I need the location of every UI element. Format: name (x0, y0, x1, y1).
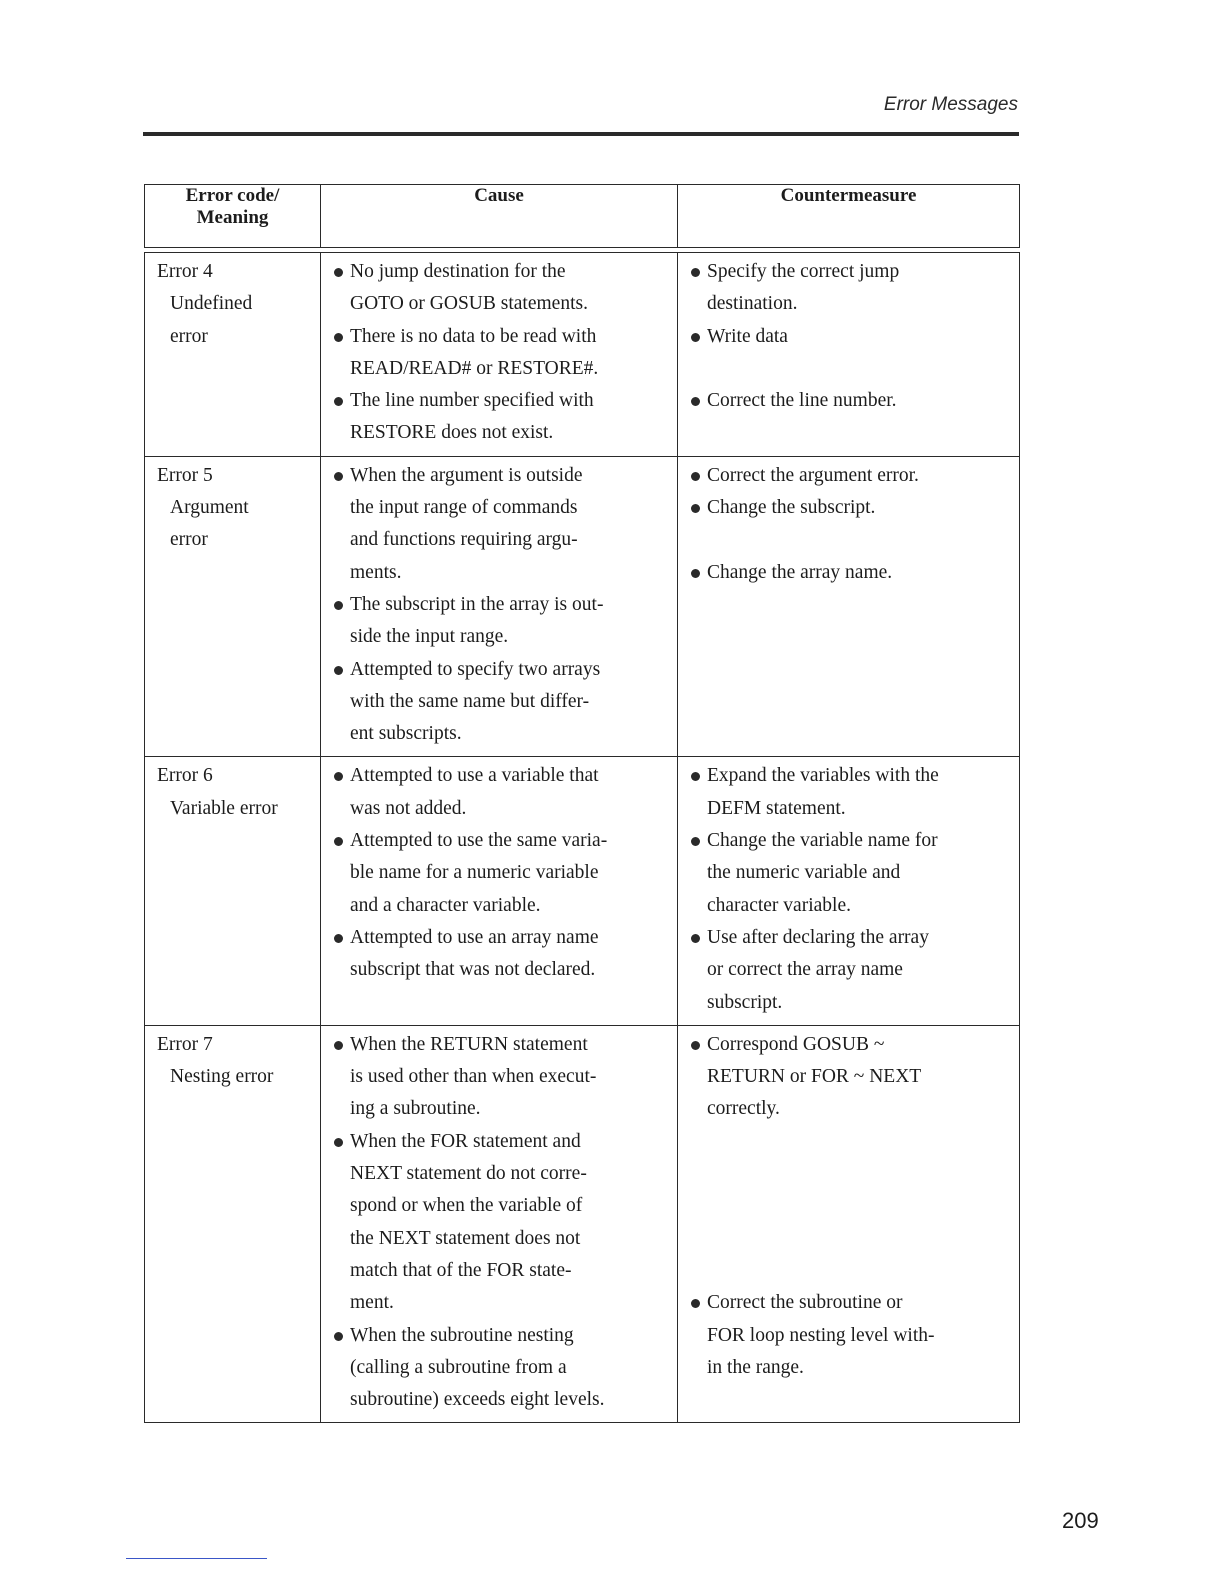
bullet-icon (691, 772, 700, 781)
bullet-icon (691, 333, 700, 342)
countermeasure-item (678, 1287, 1019, 1384)
bullet-icon (691, 472, 700, 481)
bullet-icon (334, 472, 343, 481)
countermeasure-line: Specify the correct jump (707, 261, 900, 282)
bullet-icon (334, 1332, 343, 1341)
error-code-cell (145, 1025, 321, 1423)
spacer (678, 353, 1019, 385)
cause-line: RESTORE does not exist. (350, 422, 554, 444)
countermeasure-item (678, 492, 1019, 524)
error-code-cell (145, 757, 321, 1025)
error-code-cell (145, 456, 321, 757)
cause-line: subroutine) exceeds eight levels. (350, 1389, 605, 1411)
error-meaning: Argument (170, 497, 249, 519)
spacer (678, 524, 1019, 556)
bullet-icon (334, 397, 343, 406)
countermeasure-cell (678, 1025, 1020, 1423)
countermeasure-line: Change the variable name for (707, 830, 938, 852)
cause-item (321, 385, 677, 450)
cause-item (321, 589, 677, 654)
table-row (145, 1025, 1020, 1423)
countermeasure-item (678, 557, 1019, 589)
countermeasure-line: Use after declaring the array (707, 926, 929, 948)
error-meaning: Nesting error (170, 1066, 274, 1088)
cause-line: The subscript in the array is out- (350, 593, 604, 615)
countermeasure-line: Change the array name. (707, 561, 893, 583)
error-meaning: Undefined (170, 293, 253, 315)
bullet-icon (691, 1041, 700, 1050)
countermeasure-line: Expand the variables with the (707, 765, 939, 787)
countermeasure-line: Write data (707, 325, 788, 347)
error-code: Error 5 (157, 464, 213, 486)
cause-line: When the subroutine nesting (350, 1324, 574, 1346)
spacer (678, 1126, 1019, 1288)
table-body (145, 253, 1020, 1423)
countermeasure-item (678, 1029, 1019, 1126)
countermeasure-item (678, 385, 1019, 417)
countermeasure-cell (678, 253, 1020, 457)
countermeasure-line: Correspond GOSUB ~ (707, 1033, 885, 1055)
error-code: Error 4 (157, 261, 213, 282)
header-rule (143, 132, 1019, 136)
bullet-icon (334, 268, 343, 277)
bullet-icon (691, 837, 700, 846)
cause-line: ments. (350, 561, 402, 583)
bullet-icon (334, 837, 343, 846)
cause-line: GOTO or GOSUB statements. (350, 293, 588, 315)
error-code: Error 6 (157, 765, 213, 787)
countermeasure-line: destination. (707, 293, 798, 315)
bullet-icon (334, 666, 343, 675)
cause-item (321, 321, 677, 386)
bullet-icon (334, 934, 343, 943)
error-table (144, 184, 1020, 1423)
error-meaning: Variable error (170, 797, 278, 819)
cause-line: the NEXT statement does not (350, 1227, 581, 1249)
countermeasure-item (678, 256, 1019, 321)
cause-item (321, 760, 677, 825)
countermeasure-line: RETURN or FOR ~ NEXT (707, 1066, 922, 1088)
bullet-icon (334, 772, 343, 781)
cause-line: side the input range. (350, 626, 509, 648)
table-row (145, 757, 1020, 1025)
cause-line: spond or when the variable of (350, 1195, 583, 1217)
error-meaning: error (170, 325, 208, 347)
countermeasure-item (678, 922, 1019, 1019)
countermeasure-line: Change the subscript. (707, 497, 876, 519)
error-code: Error 7 (157, 1033, 213, 1055)
column-header-cause: Cause (321, 185, 678, 248)
cause-line: subscript that was not declared. (350, 959, 596, 981)
cause-line: When the argument is outside (350, 464, 583, 486)
countermeasure-line: correctly. (707, 1098, 780, 1120)
cause-line: Attempted to use an array name (350, 926, 599, 948)
cause-cell (321, 456, 678, 757)
countermeasure-cell (678, 456, 1020, 757)
countermeasure-line: FOR loop nesting level with- (707, 1324, 935, 1346)
bullet-icon (691, 268, 700, 277)
bullet-icon (691, 934, 700, 943)
error-meaning: error (170, 529, 208, 551)
cause-line: No jump destination for the (350, 261, 566, 282)
bullet-icon (691, 1299, 700, 1308)
cause-line: ble name for a numeric variable (350, 862, 599, 884)
cause-line: There is no data to be read with (350, 325, 597, 347)
cause-line: match that of the FOR state- (350, 1259, 572, 1281)
cause-line: with the same name but differ- (350, 690, 590, 712)
cause-line: When the FOR statement and (350, 1130, 581, 1152)
bullet-icon (334, 1041, 343, 1050)
countermeasure-line: the numeric variable and (707, 862, 901, 884)
cause-line: was not added. (350, 797, 467, 819)
bullet-icon (691, 504, 700, 513)
cause-cell (321, 1025, 678, 1423)
bullet-icon (334, 1138, 343, 1147)
footer-line (126, 1558, 267, 1559)
cause-cell (321, 757, 678, 1025)
cause-line: READ/READ# or RESTORE#. (350, 357, 599, 379)
cause-item (321, 1320, 677, 1417)
countermeasure-item (678, 460, 1019, 492)
bullet-icon (691, 397, 700, 406)
cause-item (321, 1029, 677, 1126)
cause-line: (calling a subroutine from a (350, 1356, 567, 1378)
cause-line: When the RETURN statement (350, 1033, 588, 1055)
table-row (145, 456, 1020, 757)
countermeasure-item (678, 825, 1019, 922)
countermeasure-line: or correct the array name (707, 959, 903, 981)
countermeasure-line: character variable. (707, 894, 851, 916)
table-header-row (145, 185, 1020, 248)
cause-line: the input range of commands (350, 497, 578, 519)
countermeasure-line: DEFM statement. (707, 797, 846, 819)
cause-item (321, 256, 677, 321)
cause-line: Attempted to use a variable that (350, 765, 599, 787)
cause-item (321, 1126, 677, 1320)
cause-line: NEXT statement do not corre- (350, 1163, 587, 1185)
column-header-countermeasure: Countermeasure (678, 185, 1020, 248)
cause-line: and functions requiring argu- (350, 529, 578, 551)
countermeasure-line: Correct the line number. (707, 390, 897, 412)
cause-line: ent subscripts. (350, 723, 462, 745)
cause-line: and a character variable. (350, 894, 541, 916)
cause-line: The line number specified with (350, 390, 594, 412)
bullet-icon (691, 569, 700, 578)
countermeasure-line: Correct the argument error. (707, 464, 919, 486)
cause-item (321, 922, 677, 987)
countermeasure-line: Correct the subroutine or (707, 1292, 903, 1314)
running-header: Error Messages (883, 94, 1018, 115)
error-code-cell (145, 253, 321, 457)
bullet-icon (334, 333, 343, 342)
cause-line: ing a subroutine. (350, 1098, 481, 1120)
bullet-icon (334, 601, 343, 610)
cause-item (321, 825, 677, 922)
countermeasure-line: subscript. (707, 991, 783, 1013)
cause-line: ment. (350, 1292, 394, 1314)
cause-item (321, 460, 677, 589)
cause-line: is used other than when execut- (350, 1066, 597, 1088)
page-number: 209 (1062, 1508, 1099, 1533)
column-header-code: Error code/ Meaning (145, 185, 321, 248)
countermeasure-line: in the range. (707, 1356, 804, 1378)
countermeasure-item (678, 760, 1019, 825)
cause-item (321, 654, 677, 751)
cause-line: Attempted to use the same varia- (350, 830, 608, 852)
countermeasure-cell (678, 757, 1020, 1025)
table-row (145, 253, 1020, 457)
cause-line: Attempted to specify two arrays (350, 658, 601, 680)
countermeasure-item (678, 321, 1019, 353)
cause-cell (321, 253, 678, 457)
